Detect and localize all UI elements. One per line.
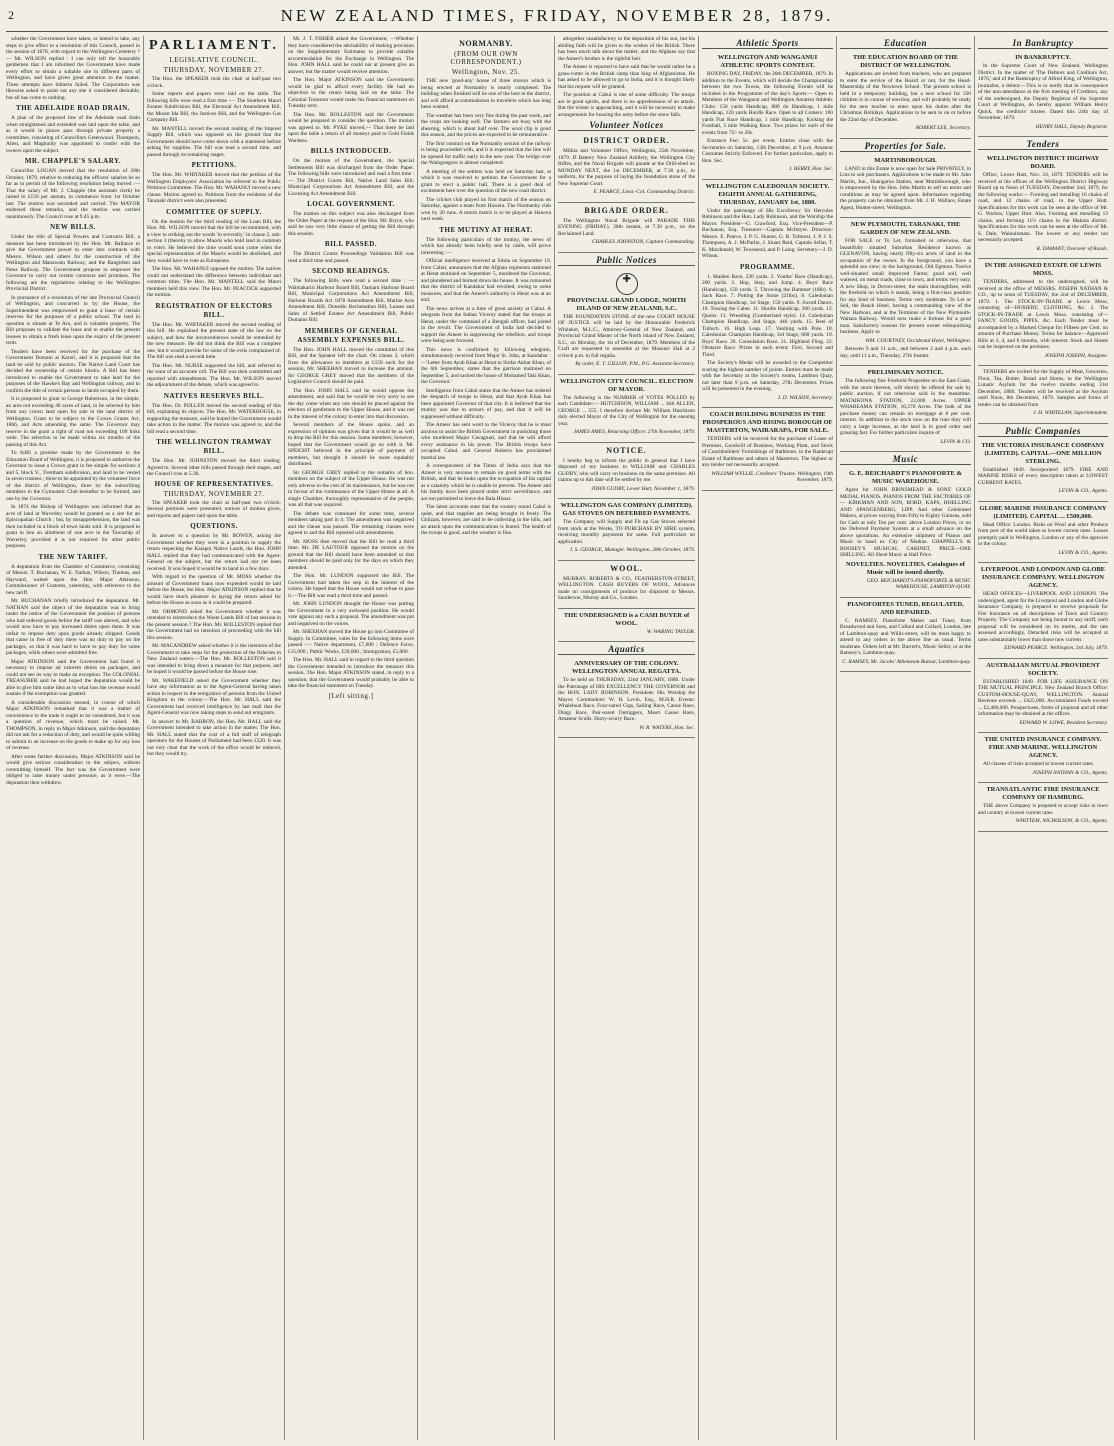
ad-title: GLOBE MARINE INSURANCE COMPANY (LIMITED). CAPITAL ... £500,000. bbox=[979, 504, 1107, 520]
ad-signature: WHITTEM, NICHOLSON, & CO., Agents. bbox=[1015, 818, 1108, 824]
ad-title: COACH BUILDING BUSINESS IN THE PROSPEROUS AND RISING BOROUGH OF MASTERTON, WAIRARAPA, FOR SALE. bbox=[702, 411, 833, 434]
article-paragraph: Mr. MACANDREW asked whether it is the intention of the Government to take steps for the protection of the fisheries in New Zealand waters.—The Hon. Mr. ROLLESTON said it was intended to bring down a measure for that purpose, and he hoped it would be passed before the House rose. bbox=[147, 643, 281, 675]
ad-title: G. E. REICHARDT'S PIANOFORTE & MUSIC WAREHOUSE. bbox=[849, 470, 962, 485]
advertisement bbox=[978, 783, 1108, 832]
article-paragraph: The SPEAKER took the chair at half-past two o'clock. Several petitions were presented, notices of motion given, and reports and papers laid upon the table. bbox=[147, 499, 281, 519]
section-date: THURSDAY, NOVEMBER 27. bbox=[163, 489, 265, 498]
advertisement bbox=[840, 218, 971, 366]
column-5 bbox=[558, 36, 695, 1440]
column-8 bbox=[978, 36, 1108, 1440]
article-paragraph: The Hon. Mr. LUNDON supported the Bill. The Government had taken the step in the interest of the colony. He hoped that the House would not refuse to pass it.—The Bill was read a third time and passed. bbox=[288, 573, 414, 599]
ad-body: The Society's Medal will be awarded to the Competitor scoring the highest number of points. Entries must be made with the Secretary at the Society's rooms, Lambton Quay, not later than 9 p.m. on Saturday, 27th December. Prizes will be presented in the evening. bbox=[702, 360, 833, 392]
advertisement bbox=[978, 366, 1108, 424]
article-paragraph: Mr. WAKEFIELD asked the Government whether they have any information as to the Agent-General having taken action in respect to the emigration of persons from the United Kingdom to the colony.—The Hon. Mr. HALL said the Government had received intelligence by last mail that the Agent-General was now taking steps to send out emigrants. bbox=[147, 677, 281, 716]
ad-body: BOXING DAY, FRIDAY, the 26th DECEMBER, 1879. In addition to the Events, which will decide the Championship between the two Towns, the following Events will be included in the Programme of the day's Sports:— Open to Members of the Wanganui and Wellington Amateur Athletic Clubs: 150 yards Handicap, 880 do Handicap, 1 mile Handicap, 120 yards Hurdle Race. Open to all Comers: 100 yards Flat Race Handicap, 1 mile Handicap, Kicking the Football, 3 mile Walking Race. Two prizes for each of the events from 75/- to 20s. bbox=[702, 71, 833, 136]
ad-signature: EDWARD W. LOWE, Resident Secretary. bbox=[1019, 719, 1108, 726]
page-header bbox=[6, 6, 1108, 32]
article-paragraph: In pursuance of a resolution of the late Provincial Council of Wellington, and concurred in by the House, the Superintendent was empowered to grant a lease of certain reserves for the purposes of a public school. The land in question is situate at Te Aro, and is valuable property. The Bill proposes to validate the lease and to enable the present lessees to obtain a fresh lease upon the expiry of the present term. bbox=[6, 294, 140, 346]
ad-title: THE UNITED INSURANCE COMPANY. FIRE AND MARINE. WELLINGTON AGENCY. bbox=[984, 736, 1102, 759]
advertisement bbox=[702, 51, 833, 180]
ad-title: THE VICTORIA INSURANCE COMPANY (LIMITED). CAPITAL—ONE MILLION STERLING. bbox=[981, 441, 1105, 465]
section-heading: Education bbox=[840, 39, 971, 49]
masonic-emblem-icon bbox=[616, 273, 638, 295]
section-heading: Music bbox=[840, 455, 971, 465]
ad-signature: R. DAMANT, Overseer of Roads. bbox=[1036, 245, 1108, 252]
ad-body: MURRAY, ROBERTS & CO., FEATHERSTON-STREET, WELLINGTON. CASH BUYERS OF WOOL. Advances made on consignments of produce for shipment to Messrs. Sanderson, Murray and Co., London. bbox=[558, 575, 695, 601]
article-paragraph: Tenders have been received for the purchase of the Government Domain at Karori, and it is proposed that the land be sold by public auction. The Native Land Court has decided the ownership of certain blocks. A Bill has been introduced to enable the Government to take land for the purposes of the Hawke's Bay and Wellington railway, and to confirm the title of certain persons to lands occupied by them. bbox=[6, 348, 140, 394]
advertisement bbox=[978, 259, 1108, 366]
ad-signature: ROBERT LEE, Secretary. bbox=[915, 125, 971, 131]
article-paragraph: A deputation from the Chamber of Commerce, consisting of Messrs. T. Buchanan, W. E. Nathan, Wilson, Thomas, and Hayward, waited upon the Hon. Major Atkinson, Commissioner of Customs, yesterday, with reference to the new tariff. bbox=[6, 563, 140, 596]
article-paragraph: Sir GEORGE GREY replied to the remarks of hon. members on the subject of the Upper House. He was not only adverse to the cost of its maintenance, but he was not in favour of the continuance of the Upper House at all. A single Chamber, thoroughly representative of the people, was all that was required. bbox=[288, 469, 414, 508]
ad-body: C. RAMSEY, Pianoforte Maker and Tuner, from Broadwood and Sons, and Collard and Collard, London, late of Lambton-quay and Willis-street, will be most happy to attend to any orders in the above line as usual. Terms moderate. Orders left at Mr. Burrett's, Music Seller, or at the Ramsey's, Lambton-quay. bbox=[840, 617, 971, 656]
ad-title: IN THE ASSIGNED ESTATE OF LEWIS MOSS. bbox=[984, 262, 1102, 277]
section-subtitle: (FROM OUR OWN CORRESPONDENT.) bbox=[450, 50, 522, 66]
ad-body: NOVELTIES. NOVELTIES. Catalogues of Music will be issued shortly. bbox=[846, 560, 965, 576]
column-rule bbox=[143, 36, 144, 1440]
advertisement bbox=[558, 133, 695, 203]
advertisement bbox=[978, 502, 1108, 564]
advertisement bbox=[840, 51, 971, 139]
section-subtitle: LEGISLATIVE COUNCIL. bbox=[169, 56, 259, 64]
article-paragraph: With regard to the question of Mr. MOSS whether the amount of Government loans now expended would be laid before the House, the Hon. Major ATKINSON replied that he would have much pleasure in laying the return asked for before the House as soon as it could be prepared. bbox=[147, 574, 281, 606]
ad-signature: LEVIN & CO., Agents. bbox=[1058, 549, 1108, 556]
article-paragraph: A correspondent of the Times of India says that the Ameer is very anxious to remain on good terms with the British, and that he looks upon the occupation of his capital as a calamity which he is unable to prevent. The Ameer and his family have been placed under strict surveillance, and are not permitted to leave the Bala Hissar. bbox=[421, 463, 551, 502]
article-paragraph: The Ameer is reported to have said that he would rather be a grass-cutter in the British camp than king of Afghanistan. He has asked to be allowed to go to India, and it is thought likely that his request will be granted. bbox=[558, 64, 695, 90]
column-1 bbox=[6, 36, 140, 1440]
section-heading: QUESTIONS. bbox=[190, 522, 238, 530]
column-2 bbox=[147, 36, 281, 1440]
ad-title: AUSTRALIAN MUTUAL PROVIDENT SOCIETY. bbox=[986, 661, 1100, 677]
section-heading: THE NEW TARIFF. bbox=[38, 552, 108, 561]
section-title: NORMANBY. bbox=[459, 39, 513, 48]
ad-title: WELLINGTON CALEDONIAN SOCIETY. EIGHTH ANNUAL GATHERING, THURSDAY, JANUARY 1st, 1880. bbox=[705, 182, 830, 206]
ad-body: TENDERS are invited for the Supply of Meat, Groceries, Flour, Tea, Butter, Bread and Stores, to the Wellington Lunatic Asylum for the twelve months ending 31st December, 1880. Tenders will be received at the Asylum until Noon, 8th December, 1879. Samples and forms of tender can be obtained from bbox=[978, 369, 1108, 408]
ad-signature: By order, E. T. GILLON, P.M., P.G. Assistant-Secretary. bbox=[575, 361, 695, 367]
section-heading: LOCAL GOVERNMENT. bbox=[307, 200, 395, 208]
ad-title: IN BANKRUPTCY. bbox=[1015, 54, 1071, 61]
advertisement bbox=[558, 657, 695, 738]
advertisement bbox=[978, 659, 1108, 734]
article-paragraph: The news arrives at a time of great anxiety at Cabul. A telegram from the Indian Viceroy stated that the troops at Herat, under the command of a Bengali officer, had joined in the revolt. The Government of India had decided to support the Ameer in suppressing the rebellion, and troops were being sent forward. bbox=[421, 305, 551, 344]
section-date: THURSDAY, NOVEMBER 27. bbox=[163, 66, 265, 74]
article-paragraph: The following Bills were read a second time : —Waimakariri Harbour Board Bill, Oamaru Harbour Board Bill, Municipal Corporations Act Amendment Bill, Harbour Boards Act 1878 Amendment Bill, Marine Acts Amendment Bill, Dunedin Reclamation Bill, Leases and Sales of Settled Estates Act Amendment Bill, Public Domains Bill. bbox=[288, 278, 414, 323]
ad-body: The Wellington Naval Brigade will PARADE THIS EVENING (FRIDAY), 28th instant, at 7.30 p.m., on the Reclaimed Land. bbox=[558, 217, 695, 237]
section-heading: THE MUTINY AT HERAT. bbox=[439, 225, 533, 234]
ad-body: In the Supreme Court of New Zealand, Wellington District. In the matter of 'The Debtors and Creditors Act, 1876,' and of the Bankruptcy of Alfred King, of Wellington, journalist, a debtor.—This is to notify that in consequence of the non-attendance at the first meeting of Creditors, any of the undersigned, the Deputy Registrar of the Supreme Court at Wellington, do hereby appoint William Henry Quick, the creditors' trustee. Dated this 24th day of November, 1879. bbox=[978, 63, 1108, 121]
article-paragraph: It is proposed to grant to George Robertson, in fee simple, an area not exceeding 40 acres of land, to be selected by him from any crown land open for sale in the land district of Wellington. Grant to be subject to the Crown Grants Act, 1866, and Acts amending the same. The Governor may reserve in the grant a right of road not exceeding 100 links wide. The selection to be made within six months of the passing of this Act. bbox=[6, 396, 140, 448]
article-paragraph: The Hon. JOHN HALL said he would oppose the amendment, and said that he would be very sorry to see the day come when any one should be placed against the election of gentlemen to the Upper House, and it was not in the interest of the colony to enter into that discussion. bbox=[288, 387, 414, 420]
section-heading: COMMITTEE OF SUPPLY. bbox=[166, 207, 262, 216]
advertisement bbox=[840, 366, 971, 452]
ad-body: THE FOUNDATION STONE of the new COURT HOUSE OF JUSTICE will be laid by the Honourable Frederick Whitaker, M.L.C., Attorney-General of New Zealand, and Provincial Grand Master of the North Island of New Zealand, S.C., on Monday, the 1st of December, 1879. Members of the Craft are requested to assemble at the Masonic Hall at 2 o'clock p.m. in full regalia. bbox=[558, 313, 695, 359]
section-date: Wellington, Nov. 25. bbox=[451, 68, 521, 76]
advertisement bbox=[558, 375, 695, 443]
ad-body: THE above Company is prepared to accept risks in town and country at lowest current rates. bbox=[978, 803, 1108, 816]
ad-title: WELLINGTON AND WANGANUI ATHLETIC SPORTS CONTEST. bbox=[717, 54, 818, 69]
ad-body: TENDERS, addressed to the undersigned, will be received at the office of MESSRS. JOSEPH NATHAN & CO., up to noon of TUESDAY, the 2nd of DECEMBER, 1879. 1. The STOCK-IN-TRADE at Lewis Moss, consisting of—HOSIERY, CLOTHING, &c. 2. The STOCK-IN-TRADE at Lewis Moss, consisting of—FANCY GOODS, PIPES, &c. Each Tender must be accompanied by a Marked Cheque for Fifteen per Cent. on amount of Purchase Money. Terms for balance—Approved Bills at 3, 4, and 6 months, with interest. Stock and Sheets can be inspected on the premises. bbox=[978, 279, 1108, 350]
ad-title: WELLINGTON DISTRICT HIGHWAY BOARD. bbox=[986, 155, 1100, 170]
column-6 bbox=[702, 36, 833, 1440]
article-paragraph: The first contract on the Normanby section of the railway is being proceeded with, and it is expected that the line will be opened for traffic early in the new year. The bridge over the Waingongoro is almost completed. bbox=[421, 140, 551, 166]
article-paragraph: The Hon. Mr. HALL said in regard to the third question the Government intended to introduce the measure this session. The Hon. Major ATKINSON stated, in reply to a question, that the Government would probably be able to take the financial statement on Tuesday. bbox=[288, 657, 414, 689]
ad-signature: W. R. WATERS, Hon. Sec. bbox=[639, 724, 695, 731]
ad-signature: JOSEPH JOSEPH, Assignee. bbox=[1044, 352, 1108, 359]
section-heading: MR. CHAPPLE'S SALARY. bbox=[24, 157, 122, 165]
article-paragraph: To fulfil a promise made by the Government to the Education Board of Wellington, it is proposed to authorise the Governor to issue a Crown grant in fee simple for sections 4 and 5, block V., Trentham subdivision, and land to be vested in seven trustees ; three to be appointed by the volunteer force of the district of Wellington, three by the subscribing members to the Gymnastic Club hereafter to be formed, and one by the Governor. bbox=[6, 450, 140, 502]
ad-signature: W. WARING TAYLOR. bbox=[646, 628, 695, 635]
ad-title: BRIGADE ORDER. bbox=[584, 205, 669, 215]
article-paragraph: THE new 'good-any' house of three storeys which is being erected at Normanby is nearly completed. The building when finished will be one of the best in the district, and will afford accommodation to travellers which has long been wanted. bbox=[421, 78, 551, 110]
section-heading: In Bankruptcy bbox=[978, 39, 1108, 49]
ad-body: Applications are invited from teachers, who are prepared to enter the service of the Board or not, for the Head-Mastership of the Newtown School. The present school is held in a temporary building, but a new school for 350 children is in course of erection, and will probably be ready for the new teacher to enter upon his duties after the Christmas Holidays. Applications to be sent in on or before the 22nd day of December. bbox=[840, 71, 971, 123]
article-paragraph: Major ATKINSON said the Government had found it necessary to impose ad valorem duties on packages, and could not see its way to make an exception. The COLONIAL TREASURER said he had hoped the deputation would be able to give him some idea as to what loss the revenue would sustain if the exemption was granted. bbox=[6, 658, 140, 697]
ad-title: LIVERPOOL AND LONDON AND GLOBE INSURANCE COMPANY. WELLINGTON AGENCY. bbox=[980, 566, 1106, 589]
ad-signature: J. H. WHITELAW, Superintendent. bbox=[1033, 410, 1108, 416]
advertisement bbox=[558, 443, 695, 500]
advertisement bbox=[978, 563, 1108, 659]
section-heading: Properties for Sale. bbox=[840, 142, 971, 152]
ad-body: ESTABLISHED 1849. FOR LIFE ASSURANCE ON THE MUTUAL PRINCIPLE. New Zealand Branch Office: CUSTOM-HOUSE-QUAY, WELLINGTON. Annual Revenue exceeds ... £625,000. Accumulated Funds exceed ... £2,400,000. Prospectuses, forms of proposal and all other information may be obtained at the offices. bbox=[978, 678, 1108, 717]
ad-body: TENDERS will be received for the purchase of Lease of Premises, Goodwill of Business, Working Plant, and Stock of Coachbuilders' Furnishings of Rathbone, in the Bankrupt Estate of Rathbone and others of Masterton. The highest or any tender not necessarily accepted. bbox=[702, 436, 833, 468]
ad-body: HEAD OFFICES—LIVERPOOL AND LONDON. The undersigned, agent for the Liverpool and London and Globe Insurance Company, is prepared to receive proposals for Fire Insurance on all descriptions of Town and Country Property. The Company not being bound to any tariff, each proposal will be considered on its merits, and the rate assessed accordingly. Detached risks will be accepted at rates substantially lower than those now current. bbox=[978, 591, 1108, 643]
ad-title: ANNIVERSARY OF THE COLONY. WELLINGTON ANNUAL REGATTA. bbox=[572, 660, 681, 675]
section-heading: PETITIONS. bbox=[191, 161, 237, 169]
article-paragraph: The Hon. JOHN HALL moved the committal of this Bill, and the Speaker left the chair. On clause 3, which fixes the allowance to members at £150 each for the session, Mr. SHEEHAN moved to increase the amount. Sir GEORGE GREY moved that the members of the Legislative Council should be paid. bbox=[288, 346, 414, 385]
ad-body: Agent for JOHN BRINSMEAD & SONS' GOLD MEDAL PIANOS. PIANOS FROM THE FACTORIES OF— KIRKMAN AND SON, BORD, KAPS, HOELLING AND SPANGENBERG, LIPP. And other Celebrated Makers, at prices varying from Fifty to Eighty Guineas, sold for Cash at only Ten per cent. above London Prices, or on the Deferred Payment System at a small advance on the above quotations. An extensive shipment of Pianos and Music to hand ex City of Madras. CHAPPELL'S & BOOSEY'S MUSICAL CABINET, PRICE—ONE SHILLING. All Sheet Music at Half Price. bbox=[840, 487, 971, 558]
article-paragraph: Mr. SHEEHAN moved the House go into Committee of Supply. In Committee, votes for the following items were passed :— Native department, £7,000 ; Defence Force, £15,000 ; Public Works, £20,000 ; Immigration, £5,000. bbox=[288, 629, 414, 655]
section-heading: Athletic Sports bbox=[702, 39, 833, 49]
ad-title: PROVINCIAL GRAND LODGE, NORTH ISLAND OF NEW ZEALAND, S.C. bbox=[567, 296, 686, 312]
article-paragraph: The position at Cabul is one of some difficulty. The troops are in good spirits, and there is no apprehension of an attack. But the winter is approaching, and it will be necessary to make arrangements for housing the army before the snow falls. bbox=[558, 92, 695, 118]
article-paragraph: On the motion for the third reading of the Loan Bill, the Hon. Mr. WILSON moved that the bill be recommitted, with a view to striking out the words 'in severalty,' in clause 2, sub-section 3 (thereby to allow Maoris who hold land in common to vote). He believed the time would soon come when the special representation of the Maoris would be abolished, and they would have to vote as Europeans. bbox=[147, 218, 281, 264]
article-paragraph: Mr. MOSS then moved that the Bill be read a third time. Mr. DE LAUTOUR opposed the motion on the ground that the Bill should have been amended so that members should be paid only for the days on which they attended. bbox=[288, 538, 414, 571]
masthead-title: NEW ZEALAND TIMES, FRIDAY, NOVEMBER 28, 1879. bbox=[280, 6, 834, 25]
article-paragraph: Official intelligence received at Simla on September 19, from Cabul, announces that the Afghan regiments stationed at Herat mutinied on September 5, murdered the Governor, and plundered and burned down his house. It was rumoured that the district of Kandahar had revolted, owing to some measures, and that the Ameer's authority in Herat was at an end. bbox=[421, 258, 551, 303]
ad-signature: E. PEARCE, Lieut.-Col. Commanding District. bbox=[593, 189, 695, 195]
ad-signature: C. RAMSEY, Mr. Jacobs' Athenæum Bazaar, Lambton-quay. bbox=[842, 658, 971, 665]
column-7 bbox=[840, 36, 971, 1440]
article-paragraph: The following particulars of the mutiny, the news of which has already been briefly sent by cable, will prove interesting :— bbox=[421, 236, 551, 256]
advertisement bbox=[978, 733, 1108, 783]
ad-title: WELLINGTON GAS COMPANY (LIMITED). GAS STOVES ON DEFERRED PAYMENTS. bbox=[560, 502, 693, 517]
article-paragraph: In answer to Mr. BARRON, the Hon. Mr. HALL said the Government intended to take action in the matter. The Hon. Mr. HALL stated that the cost of a full staff of telegraph operators for the Houses of Parliament had been £320. It was not very clear that the work of the office would be reduced, but they would try. bbox=[147, 718, 281, 757]
article-paragraph: The Hon. Major ATKINSON said the Government would be glad to afford every facility. He had no objection to the return being laid on the table. The Colonial Treasurer would make his financial statement on Tuesday next. bbox=[288, 77, 414, 109]
section-heading: MEMBERS OF GENERAL ASSEMBLY EXPENSES BILL. bbox=[297, 326, 405, 344]
article-paragraph: The Hon. Mr. ROLLESTON said the Government would be prepared to consider the question. The motion was agreed to. Mr. PYKE moved,— That there be laid upon the table a return of all moneys paid to Gold Fields Wardens. bbox=[288, 111, 414, 144]
section-heading: PROGRAMME. bbox=[740, 262, 795, 271]
ad-title: PRELIMINARY NOTICE. bbox=[867, 369, 944, 376]
ad-body: Entrance Fee: 5s. per event. Entries close with the Secretaries on Saturday, 13th December, at 9 p.m. Amateur Costumes Strictly Enforced. For further particulars, apply to Hon. Sec. bbox=[702, 138, 833, 164]
ad-signature: EDWARD PEARCE. Wellington, 3rd July, 1879. bbox=[1004, 645, 1108, 651]
advertisement bbox=[840, 154, 971, 219]
article-paragraph: On the motion of the Government, the Special Settlements Bill was discharged from the Order Paper. The following bills were introduced and read a first time :— The District Courts Bill, Native Land Sales Bill, Municipal Corporations Act Amendment Bill, and the Licensing Act Amendment Bill. bbox=[288, 158, 414, 197]
ad-signature: WILLIAM WYLLIE, Creditors' Trustee. Wellington, 19th November, 1879. bbox=[711, 470, 833, 483]
ad-body: All classes of risks accepted at lowest current rates. bbox=[983, 761, 1094, 767]
ad-signature: LEVIN & CO. bbox=[940, 438, 971, 445]
ad-signature: HENRY HALL, Deputy Registrar. bbox=[1035, 123, 1108, 130]
section-heading: BILL PASSED. bbox=[324, 240, 378, 248]
article-paragraph: A plan of the proposed line of the Adelaide road drain when straightened and extended was laid upon the table, and as it would in places pass through private property a committee, consisting of Councillors Greenwood, Thompson, Allen, and Maginnity was appointed to confer with the owners upon the subject. bbox=[6, 115, 140, 154]
ad-signature: J. S. GEORGE, Manager. Wellington, 28th October, 1879. bbox=[569, 547, 695, 553]
article-paragraph: The Hon. Mr. WHITAKER moved that the petition of the Wellington Employers' Association be referred to the Public Petitions Committee. The Hon. Mr. WAHANUI moved a new clause. Motion agreed to. Petitions from the residents of the Taranaki district were also presented. bbox=[147, 172, 281, 204]
ad-body: 1. Maiden Race, 220 yards. 2. Youths' Race (Handicap), 200 yards. 3. Hop, Step, and Jump. 4. Boys' Race (Handicap), 150 yards. 5. Throwing the Hammer (18lb). 6. Sack Race. 7. Putting the Stone (21lbs). 8. Caledonian Champion Handicap, 1st Stage, 150 yards. 9. Sword Dance. 10. Tossing the Caber. 11. Hurdle Handicap, 300 yards. 12. Quoits. 13. Wrestling (Cumberland style). 14. Caledonian Champion Handicap, 2nd Stage, 440 yards. 15. Reel of Tulloch. 16. High Leap. 17. Vaulting with Pole. 18. Caledonian Champion Handicap, 3rd Stage, 800 yards. 19. Boys' Race. 20. Consolation Race. 21. Highland Fling. 22. Obstacle Race. Prizes in each event: First, Second and Third. bbox=[702, 273, 833, 358]
article-paragraph: The latest accounts state that the country round Cabul is quiet, and that supplies are being brought in freely. The Ghilzais, however, are said to be collecting in the hills, and an attack upon the communications is feared. The health of the troops is good, and the weather is fine. bbox=[421, 504, 551, 536]
ad-body: FOR SALE or To Let, furnished or otherwise, that beautifully situated Suburban Residence known as GLENAVON, having nearly fifty-six acres of land in the occupation of the owner. In the foreground, you have a splendid sea view; in the background, Old Egmont. Twelve well-situated small Improved Farms; good soil, well watered, on metal roads, close to town, and terms very easy. A new Shop, in Devon-street, the main thoroughfare, with the freehold on which it stands, being a first-class position for any kind of business. Terms very moderate. To Let or Sell, the Beach Hotel, having a commanding view of the New Harbour, and at the Terminus of the New Plymouth-Waitara Railway. Would now make a fortune for a good man. Satisfactory reasons for present owner relinquishing business. Apply to bbox=[840, 238, 971, 335]
article-paragraph: This news is confirmed by following telegram, simultaneously received from Major St. John, at Kandahar :—'Letter from Ayub Khan at Herat to Sirdar Akbar Khan, of the 6th September, states that the garrison mutinied on September 5, and sacked the house of Mohamed Taki Khan, the Governor.' bbox=[421, 346, 551, 385]
ad-signature: J. D. WILSON, Secretary. bbox=[777, 394, 833, 401]
ad-title: THE UNDERSIGNED is a CASH BUYER of WOOL. bbox=[563, 611, 690, 627]
section-heading: REGISTRATION OF ELECTORS BILL. bbox=[155, 301, 273, 319]
article-paragraph: Intelligence from Cabul states that the Ameer has ordered the despatch of troops to Herat, and that Ayub Khan has been appointed Governor of that city. It is believed that the mutiny was due to arrears of pay, and that it will be suppressed without difficulty. bbox=[421, 387, 551, 420]
ad-signature: LEVIN & CO., Agents. bbox=[1058, 488, 1108, 494]
article-paragraph: Mr. MANTELL moved the second reading of the Imprest Supply Bill, which was opposed on the ground that the Government should have come down with a statement before asking for supplies. The bill was read a second time, and passed through its remaining stages. bbox=[147, 125, 281, 158]
column-rule bbox=[836, 36, 837, 1440]
ad-title: MARTINBOROUGH. bbox=[874, 156, 937, 164]
article-paragraph: The cricket club played its first match of the season on Saturday, against a team from Hawera. The Normanby club won by 20 runs. A return match is to be played at Hawera next week. bbox=[421, 196, 551, 222]
section-heading: Public Companies bbox=[978, 427, 1108, 437]
article-paragraph: After some further discussion, Major ATKINSON said he would give serious consideration to the subject, without committing himself. The fact was the Government were obliged to raise money under pressure, as it were.—The deputation then withdrew. bbox=[6, 753, 140, 786]
advertisement bbox=[558, 499, 695, 561]
ad-body: The following fine Freehold Properties on the East Coast, with the stock thereon, will shortly be offered for sale by public auction, if not otherwise sold in the meantime. MATAIKONA STATION, 22,000 Acres. UPPER WHAREAMA STATION, 16,270 Acres. The bulk of the purchase money can remain on mortgage at 8 per cent. interest. In addition to the stock now on the runs they will carry a large increase, as the land is in good order and grassing fast. For further particulars inquire of bbox=[840, 378, 971, 436]
ad-body: Between 9 and 11 a.m., and between 2 and 4 p.m. each day, until 11 a.m., Thursday, 27th Instant. bbox=[840, 346, 971, 359]
ad-signature: CHARLES JOHNSTON, Captain Commanding. bbox=[591, 239, 695, 245]
article-paragraph: The Ameer has sent word to the Viceroy that he is most anxious to assist the British Government in punishing those who murdered Major Cavagnari, and that he will afford every assistance in his power. The British troops have occupied Cabul, and General Roberts has proclaimed martial law. bbox=[421, 422, 551, 461]
section-heading: SECOND READINGS. bbox=[312, 267, 390, 275]
column-rule bbox=[284, 36, 285, 1440]
article-paragraph: The Hon. the SPEAKER took the chair at half-past two o'clock. bbox=[147, 76, 281, 89]
section-subtitle: HOUSE OF REPRESENTATIVES. bbox=[154, 479, 274, 488]
article-paragraph: The Hon. Mr. JOHNSTON moved the third reading. Agreed to. Several other bills passed through their stages, and the Council rose at 5.30. bbox=[147, 458, 281, 477]
article-paragraph: A considerable discussion ensued, in course of which Major ATKINSON remarked that it was a matter of convenience to the trade it ought to be considered, but it was a question of revenue, which must be raised. Mr. THOMPSON, in reply to Major Atkinson, said the deputation did not ask for a reduction of duty, and would be quite willing to submit to an increase on the goods to make up for any loss of revenue. bbox=[6, 699, 140, 751]
article-paragraph: whether the Government have taken, or intend to take, any steps to give effect to a resolution of this Council, passed in the session of 1878, with regard to the Wellington Cemetery ? — Mr. WILSON replied : I can only tell the honorable gentlemen that I am informed the Government have made every effort to obtain a suitable site in different parts of Wellington, and have given great attention to the matter. Three attempts have hitherto failed. The Corporation was likewise asked to point out any site it considered desirable, but all has come to nothing. bbox=[6, 36, 140, 101]
ad-title: NEW PLYMOUTH, TARANAKI, THE GARDEN OF NEW ZEALAND. bbox=[850, 221, 961, 236]
article-paragraph: A meeting of the settlers was held on Saturday last, at which it was resolved to petition the Government for a grant to erect a public hall. There is a good deal of excitement here over the question of the new road district. bbox=[421, 168, 551, 194]
article-paragraph: The motion on this subject was also discharged from the Order Paper at the request of the Hon. Mr. Bryce, who said he saw very little chance of getting the Bill through this session. bbox=[288, 211, 414, 237]
article-paragraph: The weather has been very fine during the past week, and the crops are looking well. The farmers are busy with the shearing, which is about half over. The wool clip is good this season, and the prices are expected to be remunerative. bbox=[421, 112, 551, 138]
section-heading: THE WELLINGTON TRAMWAY BILL. bbox=[156, 438, 272, 455]
column-3 bbox=[288, 36, 414, 1440]
article-paragraph: The Hon. Mr. WAHANUI opposed the motion. The natives could not understand the difference between individual and common titles. The Hon. Mr. MANTELL said the Maori members held this view. The Hon. Mr. PEACOCK supported the motion. bbox=[147, 266, 281, 298]
ad-body: Militia and Volunteer Office, Wellington, 25th November, 1879. D Battery New Zealand Artillery, the Wellington City Rifles, and the Naval Brigade will parade at the Drill-shed on MONDAY NEXT, the 1st DECEMBER, at 7.30 p.m., in uniform, for the purpose of laying the foundation stone of the New Supreme Court. bbox=[558, 148, 695, 187]
section-heading: Aquatics bbox=[558, 645, 695, 655]
advertisement bbox=[702, 408, 833, 491]
advertisement bbox=[702, 180, 833, 409]
ad-title: WELLINGTON CITY COUNCIL. ELECTION OF MAYOR. bbox=[559, 377, 694, 393]
section-title: PARLIAMENT. bbox=[148, 38, 280, 53]
article-paragraph: Mr. JOHN LUNDON thought the House was putting the Government in a very awkward position. He would vote against any such a proposal. The amendment was put and negatived on the voices. bbox=[288, 601, 414, 627]
article-paragraph: The debate was continued for some time, several members taking part in it. The amendment was negatived and the clause was passed. The remaining clauses were agreed to and the Bill reported with amendments. bbox=[288, 510, 414, 536]
section-heading: THE ADELAIDE ROAD DRAIN. bbox=[16, 104, 130, 112]
article-paragraph: In 1874 the Bishop of Wellington was informed that an acre of land at Waverley would be granted as a site for an Episcopalian Church ; but, by misapprehension, the land was then included in a block of town lands sold. It is proposed to grant in lieu an allotment of one acre in the Township of Waverley, provided it is not required for other public purposes. bbox=[6, 504, 140, 549]
column-rule bbox=[698, 36, 699, 1440]
left-sitting-note: [Left sitting.] bbox=[328, 691, 374, 700]
ad-signature: GEO. REICHARDT'S PIANOFORTE & MUSIC WAREHOUSE, LAMBTON-QUAY. bbox=[866, 577, 971, 590]
ad-body: Head Office: London. Risks on Wool and other Produce from port of the world taken at lowest current rates. Losses promptly paid in Wellington, London or any of the agencies in the colony. bbox=[978, 521, 1108, 547]
section-heading: BILLS INTRODUCED. bbox=[310, 147, 392, 155]
article-paragraph: The Hon. Mr. NURSE supported the bill, and referred to the want of an accurate roll. The Bill was then committed and reported with amendments. The Hon. Mr. WILSON moved the adjournment of the debate, which was agreed to. bbox=[147, 362, 281, 388]
ad-title: NOTICE. bbox=[606, 445, 647, 455]
ad-body: The following is the NUMBER of VOTES POLLED by each Candidate:— HUTCHISON, WILLIAM ... 646 ALLEN, GEORGE ... 555. I therefore declare Mr. William Hutchison duly elected Mayor of the City of Wellington for the ensuing year. bbox=[558, 394, 695, 427]
advertisement bbox=[840, 467, 971, 598]
article-paragraph: Mr. ORMOND asked the Government whether it was intended to reintroduce the Waste Lands Bill of last session in the present session ? The Hon. Mr. ROLLESTON replied that the Government had no intention of proceeding with the bill this session. bbox=[147, 608, 281, 641]
ad-signature: JOHN GUDBY, Lower Hutt, November 1, 1879. bbox=[591, 485, 695, 492]
article-paragraph: In answer to a question by Mr. BOWEN, asking the Government whether they were in a position to supply the return respecting the Kaiapoi Native Lands, the Hon. JOHN HALL replied that they had communicated with the Agent-General on the subject, but the return had not yet been received. It was hoped it would be to hand in a few days. bbox=[147, 533, 281, 572]
column-4 bbox=[421, 36, 551, 1440]
section-heading: Public Notices bbox=[558, 256, 695, 266]
advertisement bbox=[558, 609, 695, 643]
section-heading: Volunteer Notices bbox=[558, 121, 695, 131]
ad-body: To be held on THURSDAY, 22nd JANUARY, 1880. Under the Patronage of HIS EXCELLENCY THE GOVERNOR and the HON. LADY ROBINSON. President: His Worship the Mayor. Commodore: W. H. Levin, Esq., M.H.R. Events: Whaleboat Race, Four-oared Gigs, Sailing Race, Canoe Race, Dingy Race, Pair-oared Outriggers, Maori Canoe Race, Amateur Sculls, Hurry-scurry Race. bbox=[558, 677, 695, 722]
ad-body: Office, Lower Hutt, Nov. 24, 1879. TENDERS will be received at the offices of the Wellington District Highway Board up to Noon of TUESDAY, December 2nd, 1879, for the following works:— Forming and metalling 16 chains of road, and 12 chains of road, in the Upper Hutt. Specifications for this work can be seen at the office of Mr. G. Warlow, Upper Hutt. Also, Forming and metalling 13 chains, and forming 11½ chains in the Makara district. Specifications for this work can be seen at the office of Mr. S. Dale, Wainuiomata. The lowest or any tender not necessarily accepted. bbox=[978, 172, 1108, 243]
article-paragraph: The District Courts Proceedings Validation Bill was read a third time and passed. bbox=[288, 251, 414, 264]
article-paragraph: altogether unsatisfactory to the deposition of his son, but his abiding faith will be given to the wishes of the British. There has been much talk about the matter, and the Afghans say that the Ameer's brother is the rightful heir. bbox=[558, 36, 695, 62]
ad-title: WOOL. bbox=[610, 563, 643, 573]
ad-body: LAND in this Estate is now open for Sale PRIVATELY, in Lots to suit purchasers. Applications to be made to Mr. John Martin, Jun., Huangarua Station, near Martinborough, who is empowered by the Hon. John Martin to sell on terms and conditions as may be agreed upon. Information regarding the property can be obtained from Mr. J. H. Wallace, Estate Agent, Hunter-street, Wellington. bbox=[840, 165, 971, 211]
advertisement bbox=[558, 268, 695, 375]
ad-signature: JOSEPH NATHAN & CO., Agents. bbox=[1032, 769, 1108, 776]
ad-signature: JAMES AMES, Returning Officer. 27th November, 1879. bbox=[573, 429, 695, 435]
section-heading: NEW BILLS. bbox=[50, 223, 96, 231]
ad-signature: WM. COURTNEY, Occidental Hotel, Wellington. bbox=[865, 337, 971, 344]
article-paragraph: Several members of the House spoke, and an expression of opinion was given that it would be as well to drop the Bill for this session. Some members, however, hoped that the Government would go on with it. Mr. SPEIGHT believed in the principle of payment of members, but thought it should be more equitably distributed. bbox=[288, 422, 414, 467]
advertisement bbox=[978, 51, 1108, 137]
article-paragraph: The Hon. Mr. WHITAKER moved the second reading of this bill. He explained the present state of the law on the subject, and how the inconveniences would be remedied by the new measure. He did not think the Bill was a complete one, but it would provide for some of the evils complained of. The bill was read a second time. bbox=[147, 321, 281, 360]
article-paragraph: Mr. J. T. FISHER asked the Government, —Whether they have considered the advisability of making provision on the Supplementary Estimates to provide suitable accommodation for the Exchange in Wellington. The Hon. JOHN HALL said he could not at present give an answer, but the matter would receive attention. bbox=[288, 36, 414, 75]
column-rule bbox=[554, 36, 555, 1440]
page-number: 2 bbox=[8, 8, 14, 22]
article-paragraph: The Hon. Dr. POLLEN moved the second reading of this bill, explaining its objects. The Hon. Mr. WATERHOUSE, in supporting the measure, said he hoped the Government would take action in the matter. The motion was agreed to, and the bill read a second time. bbox=[147, 402, 281, 435]
advertisement bbox=[978, 152, 1108, 259]
section-heading: NATIVES RESERVES BILL. bbox=[163, 391, 265, 400]
section-heading: Tenders bbox=[978, 140, 1108, 150]
ad-body: I hereby beg to inform the public in general that I have disposed of my business to WILLIAM and CHARLES GUDBY, who will carry on business on the same premises. All claims up to this date will be settled by me. bbox=[558, 457, 695, 483]
ad-title: TRANSATLANTIC FIRE INSURANCE COMPANY OF HAMBURG. bbox=[986, 786, 1100, 801]
ad-title: PIANOFORTES TUNED, REGULATED, AND REPAIRED. bbox=[847, 600, 964, 616]
ad-body: The Company will Supply and Fit up Gas Stoves selected from stock at the Works, TO PURCHASE BY HIRE system, receiving monthly payments for same. Full particulars on application. bbox=[558, 519, 695, 545]
ad-body: Under the patronage of His Excellency Sir Hercules Robinson and the Hon. Lady Robinson, and the Worship the Mayor. President—G. Crawford, Esq. Vice-President—P. Buchanan, Esq. Treasurer—Captain McIntyre. Directors: Messrs. E. Pearce, J. P. G. Hunter, G. R. Tolhurst, J. P. J. S. Thompson, A. J. McParlin, J. Stuart Reid, Captain Sellar, T. K. Macdonald, W. Townsend, and P. Laing. Secretary—J. D. Wilson. bbox=[702, 207, 833, 259]
ad-body: Established 1849. Incorporated 1879. FIRE AND MARINE RISKS of every description taken at LOWEST CURRENT RATES. bbox=[978, 466, 1108, 486]
advertisement bbox=[978, 439, 1108, 502]
ad-title: THE EDUCATION BOARD OF THE DISTRICT OF WELLINGTON. bbox=[852, 54, 959, 69]
ad-title: DISTRICT ORDER. bbox=[583, 136, 670, 145]
article-paragraph: Councillor LOGAN moved that the resolution of 20th October, 1879, relative to reducing the officers' salaries be so far as to permit of the following resolution being moved :— That the salary of Mr. J. Chapple (the assistant clerk) be raised to £150 per annum, to commence from 1st October last. The motion was seconded and carried. The MAYOR endorsed these remarks, and the motion was carried unanimously. The Council rose at 9.45 p.m. bbox=[6, 168, 140, 220]
advertisement bbox=[840, 598, 971, 673]
article-paragraph: Some reports and papers were laid on the table. The following bills were read a first time :— The Southern Maori Estates Subdivision Bill, the Electoral Act Amendment Bill, the Mount Ida Bill, the Justices Bill, and the Wellington Gas Company Bill. bbox=[147, 91, 281, 123]
article-paragraph: Under the title of Special Powers and Contracts Bill, a measure has been introduced by the Hon. Mr. Ballance to give the Government power to enter into contracts with Messrs. Wilson and others for the construction of the Wellington and Manawatu Railway, and the Rangitikei and Patea Railway. The Government propose to empower the Governor to carry out certain contracts and promises. The following are the regulations relating to the Wellington Provincial District. bbox=[6, 234, 140, 292]
column-rule bbox=[417, 36, 418, 1440]
advertisement bbox=[558, 561, 695, 609]
ad-signature: J. BERRY, Hon. Sec. bbox=[788, 166, 833, 172]
column-rule bbox=[974, 36, 975, 1440]
article-paragraph: Mr. BUCHANAN briefly introduced the deputation. Mr. NATHAN said the object of the deputation was to bring under the notice of the Government the position of persons who had ordered goods before the tariff was altered, and who would now have to pay increased duties upon them. It was unfair to impose duty upon goods already shipped. Goods that came in free of duty there was no duty to pay on the packages, so that it was hard to have to pay duty for some packages, while others were admitted free. bbox=[6, 598, 140, 656]
advertisement bbox=[558, 203, 695, 253]
